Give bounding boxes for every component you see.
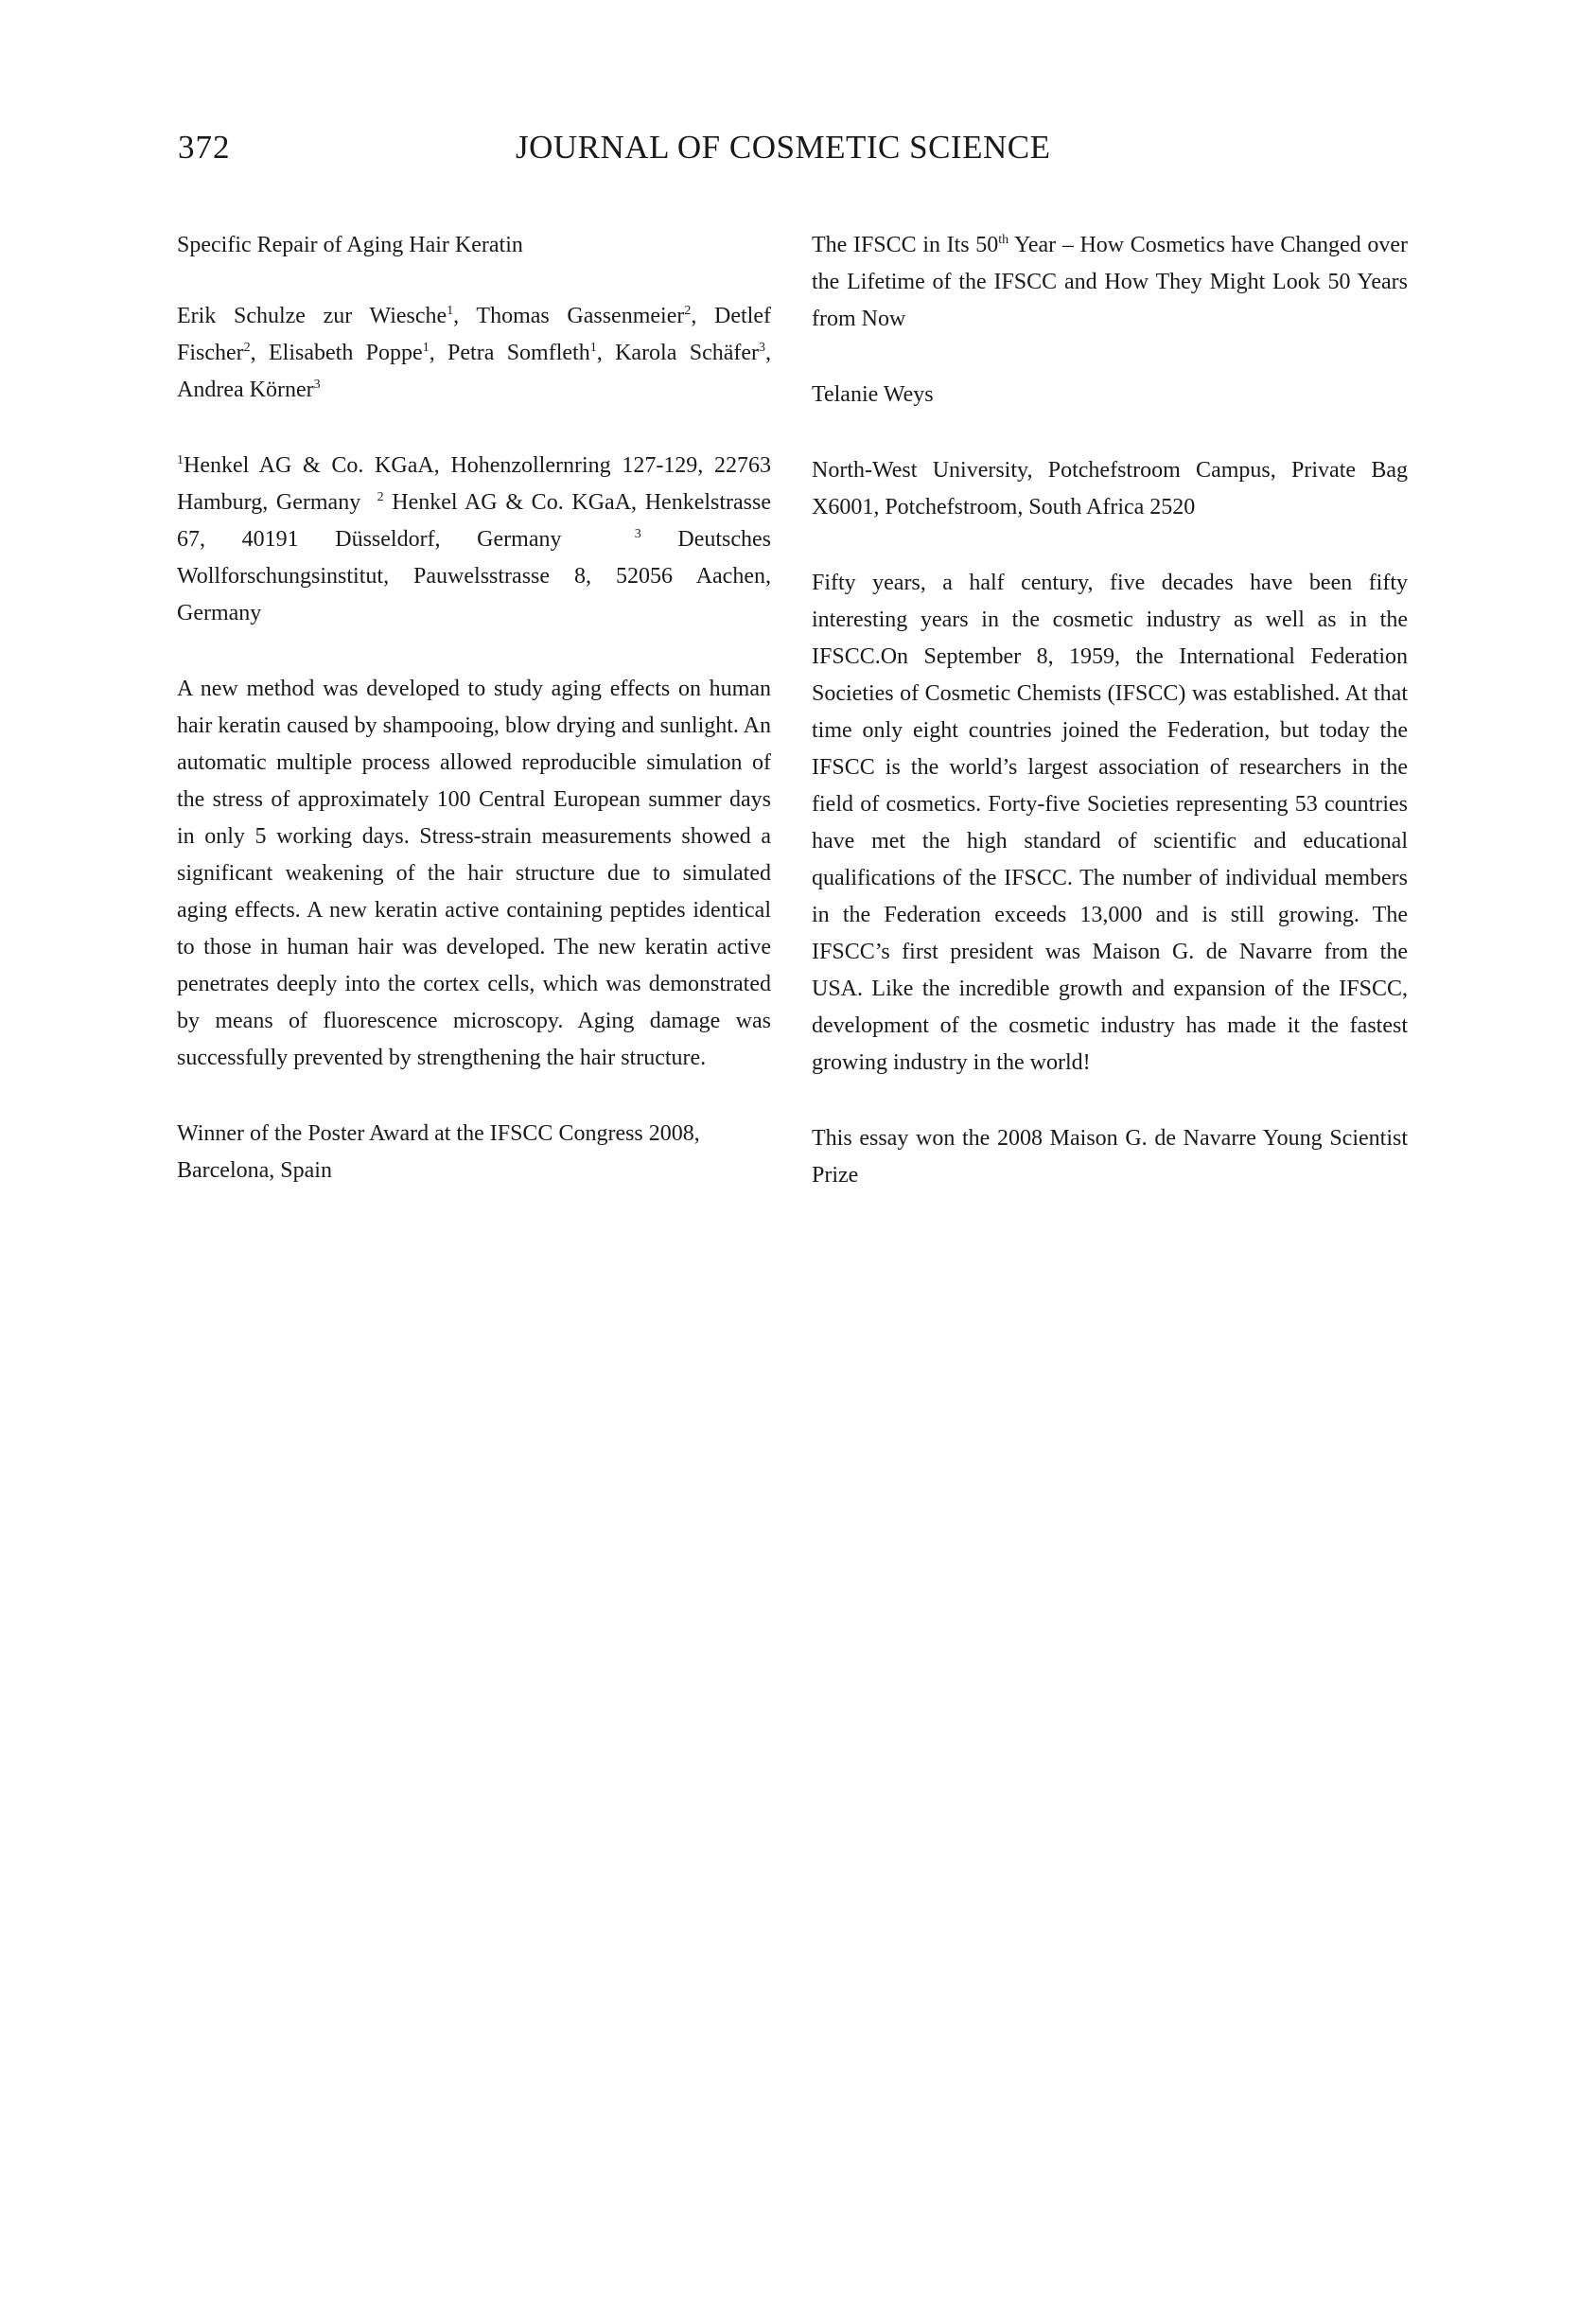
right-article xyxy=(812,227,1408,1194)
left-article-abstract: A new method was developed to study aging effects on human hair keratin caused by shampooing, blow drying and sunlight. An automatic multiple process allowed reproducible simulation of the stress of approximately 100 Central European summer days in only 5 working days. Stress-strain measurements showed a significant weakening of the hair structure due to simulated aging effects. A new keratin active containing peptides identical to those in human hair was developed. The new keratin active penetrates deeply into the cortex cells, which was demonstrated by means of fluorescence microscopy. Aging damage was successfully prevented by strengthening the hair structure. xyxy=(177,677,771,1070)
affiliation-text: Henkel AG & Co. KGaA, Hohenzollernring 127-129, 22763 Hamburg, Germany xyxy=(177,453,771,515)
author-sup: 2 xyxy=(243,341,251,355)
author-sup: 1 xyxy=(589,341,597,355)
left-article-title: Specific Repair of Aging Hair Keratin xyxy=(177,233,523,257)
author-sup: 3 xyxy=(759,341,766,355)
affiliation-sup: 3 xyxy=(634,527,641,541)
affiliation-text: Deutsches Wollforschungsinstitut, Pauwelsstrasse 8, 52056 Aachen, Germany xyxy=(177,527,771,625)
right-article-affiliation: North-West University, Potchefstroom Campus, Private Bag X6001, Potchefstroom, South Africa 2520 xyxy=(812,458,1408,519)
author-name: Petra Somfleth xyxy=(447,341,590,365)
right-article-author: Telanie Weys xyxy=(812,382,934,407)
affiliation-text: Henkel AG & Co. KGaA, Henkelstrasse 67, 40191 Düsseldorf, Germany xyxy=(177,490,772,552)
title-sup: th xyxy=(998,233,1009,247)
left-article xyxy=(177,227,771,1189)
right-article-award: This essay won the 2008 Maison G. de Navarre Young Scientist Prize xyxy=(812,1126,1408,1188)
journal-title: JOURNAL OF COSMETIC SCIENCE xyxy=(516,129,1051,166)
right-article-body: Fifty years, a half century, five decades have been fifty interesting years in the cosmetic industry as well as in the IFSCC.On September 8, 1959, the International Federation Societies of Cosmetic Chemists (IFSCC) was established. At that time only eight countries joined the Federation, but today the IFSCC is the world’s largest association of researchers in the field of cosmetics. Forty-five Societies representing 53 countries have met the high standard of scientific and educational qualifications of the IFSCC. The number of individual members in the Federation exceeds 13,000 and is still growing. The IFSCC’s first president was Maison G. de Navarre from the USA. Like the incredible growth and expansion of the IFSCC, development of the cosmetic industry has made it the fastest growing industry in the world! xyxy=(812,571,1408,1075)
author-sup: 1 xyxy=(447,304,454,318)
affiliation-sup: 1 xyxy=(177,453,184,467)
author-sup: 1 xyxy=(422,341,430,355)
title-part2: Year – How Cosmetics have Changed over the Lifetime of the IFSCC and How They Might Look 50 Years from Now xyxy=(812,233,1408,331)
author-name: Erik Schulze zur Wiesche xyxy=(177,304,447,328)
page-number: 372 xyxy=(178,129,231,166)
author-sup: 2 xyxy=(684,304,692,318)
affiliation-sup: 2 xyxy=(377,490,384,504)
left-article-authors: Erik Schulze zur Wiesche$^1$, Thomas Gassenmeier$^2$, Detlef Fischer$^2$, Elisabeth Poppe$^1$, Petra Somfleth$^1$, Karola Schäfer$^3$, Andrea Körner$^3$ xyxy=(177,304,772,402)
author-name: Karola Schäfer xyxy=(615,341,760,365)
author-name: Thomas Gassenmeier xyxy=(476,304,685,328)
left-article-affiliations xyxy=(177,448,771,632)
left-article-award: Winner of the Poster Award at the IFSCC Congress 2008, Barcelona, Spain xyxy=(177,1121,700,1183)
author-sup: 3 xyxy=(313,378,321,392)
right-article-title xyxy=(812,227,1408,338)
author-name: Detlef Fischer xyxy=(177,304,771,365)
title-part1: The IFSCC in Its 50 xyxy=(812,233,999,257)
author-name: Andrea Körner xyxy=(177,378,314,402)
author-name: Elisabeth Poppe xyxy=(269,341,423,365)
